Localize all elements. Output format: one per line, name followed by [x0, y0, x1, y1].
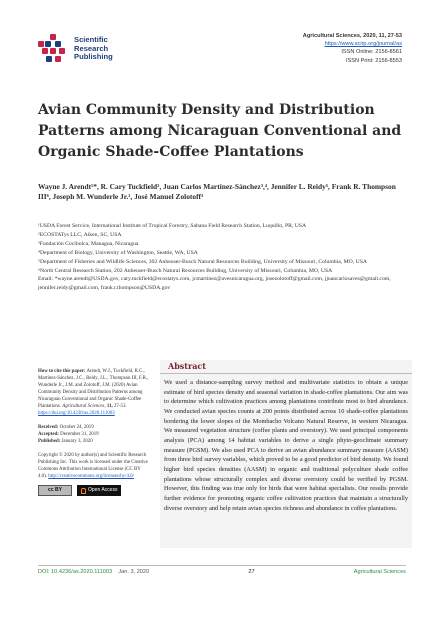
footer-doi[interactable]: DOI: 10.4236/as.2020.111003 — [38, 569, 113, 575]
issn-print: ISSN Print: 2156-8553 — [346, 57, 402, 64]
citation-journal: Agricultural Sciences, — [62, 404, 106, 409]
citation-doi-link[interactable]: https://doi.org/10.4236/as.2020.111003 — [38, 411, 115, 416]
footer-journal-name: Agricultural Sciences — [353, 569, 406, 575]
citation-label: How to cite this paper: — [38, 369, 86, 374]
journal-url-link[interactable]: https://www.scirp.org/journal/as — [324, 41, 402, 48]
accepted-date: December 31, 2019 — [60, 432, 99, 437]
affiliations — [38, 222, 406, 293]
history-block — [38, 424, 150, 445]
issn-online: ISSN Online: 2156-8561 — [341, 49, 402, 56]
logo-squares-icon — [38, 34, 68, 64]
abstract-text: We used a distance-sampling survey method and multivariate statistics to obtain a unique estimate of bird species density and seasonal variation in shade-coffee plantations. Our aim was to determine which cultivation practices among plantations contribute most to bird abundance. We conducted avian species counts at 200 points distributed across 10 shade-coffee plantations bordering the lower slopes of the Mombacho Volcano Natural Reserve, in western Nicaragua. We measured vegetation structure (coffee plants and overstory). We used principal components analysis (PCA) among 14 habitat variables to derive a single phyto-geoclimate summary measure (PGSM). We also used PCA to derive an avian abundance summary measure (AASM) from three bird survey variables, which proved to be a good predictor of bird density. We found higher bird species densities (AASM) in organic and traditional polyculture shade coffee plantations whose structurally complex and diverse overstory could be verified by PGSM. However, this finding was true only for birds that were habitat specialists. Our results provide further evidence for promoting organic coffee cultivation practices that maintain a structurally diverse overstory and help retain avian species richness and abundance in coffee plantations. — [164, 379, 408, 512]
license-link[interactable]: http://creativecommons.org/licenses/by/4.0/ — [48, 474, 134, 479]
copyright-text: Copyright © 2020 by author(s) and Scientific Research Publishing Inc. This work is licensed under the Creative Commons Attribution International License (CC BY 4.0). — [38, 453, 148, 479]
publisher-logo[interactable] — [38, 34, 113, 64]
affiliation-item: ⁶North Central Research Station, 202 Anheuser-Busch Natural Resources Building, University of Missouri, Columbia, MO, USA — [38, 267, 333, 274]
footer-date: Jan. 3, 2020 — [118, 569, 150, 575]
affiliation-item: ⁴Department of Biology, University of Washington, Seattle, WA, USA — [38, 249, 198, 256]
publisher-name: Scientific Research Publishing — [74, 35, 113, 62]
open-access-label: Open Access — [88, 487, 118, 493]
published-date: January 3, 2020 — [61, 439, 93, 444]
citation-text: Arendt, W.J., Tuckfield, R.C., Martínez-Sánchez, J.C., Reidy, J.L., Thompson III, F.R., Wunderle Jr., J.M. and Zolotoff, J.M. (2020) Avian Community Density and Distribution Patterns among Nicaraguan Conventional and Organic Shade-Coffee Plantations. — [38, 369, 149, 409]
article-sidebar — [38, 368, 150, 496]
paper-title: Avian Community Density and Distribution Patterns among Nicaraguan Conventional and Organic Shade-Coffee Plantations — [38, 102, 402, 160]
journal-info — [303, 32, 402, 65]
abstract-heading: Abstract — [168, 361, 206, 371]
affiliation-item: ¹USDA Forest Service, International Institute of Tropical Forestry, Sabana Field Research Station, Luquillo, PR, USA — [38, 223, 307, 229]
author-list: Wayne J. Arendt¹*, R. Cary Tuckfield², Juan Carlos Martínez-Sánchez³,⁴, Jennifer L. Reidy⁵, Frank R. Thompson III⁶, Joseph M. Wunderle Jr.¹, José Manuel Zolotoff³ — [38, 182, 396, 202]
accepted-label: Accepted: — [38, 432, 59, 437]
footer-divider — [38, 565, 406, 566]
page-number: 27 — [248, 569, 255, 575]
abstract-divider — [160, 373, 412, 374]
affiliation-item: ²ECOSTATys LLC, Aiken, SC, USA — [38, 231, 122, 238]
citation-pages: 27-53. — [113, 404, 127, 409]
published-label: Published: — [38, 439, 61, 444]
contact-emails: Email: *wayne.arendt@USDA.gov, cary.tuckfield@ecostatys.com, jcmartinez@avesnicaragua.org, josezolotoff@gmail.com, jjuancarlosaves@gmail.com, jennifer.reidy@gmail.com, frank.r.thompson@USDA.gov — [38, 276, 391, 292]
received-label: Received: — [38, 425, 59, 430]
cc-by-badge[interactable]: cc BY — [38, 485, 72, 496]
license-badges — [38, 485, 150, 496]
affiliation-item: ⁵Department of Fisheries and Wildlife Sciences, 302 Anheuser-Busch Natural Resources Building, University of Missouri, Columbia, MO, USA — [38, 258, 367, 265]
open-lock-icon — [81, 488, 86, 494]
footer-doi-date — [38, 569, 149, 575]
journal-citation-line: Agricultural Sciences, 2020, 11, 27-53 — [302, 33, 402, 39]
page-footer — [38, 569, 406, 575]
affiliation-item: ³Fundación Cocibolca, Managua, Nicaragua — [38, 240, 139, 247]
citation-block — [38, 368, 150, 417]
citation-volume: 11, — [106, 404, 113, 409]
copyright-block — [38, 452, 150, 480]
received-date: October 24, 2019 — [59, 425, 94, 430]
open-access-badge[interactable] — [77, 485, 121, 496]
